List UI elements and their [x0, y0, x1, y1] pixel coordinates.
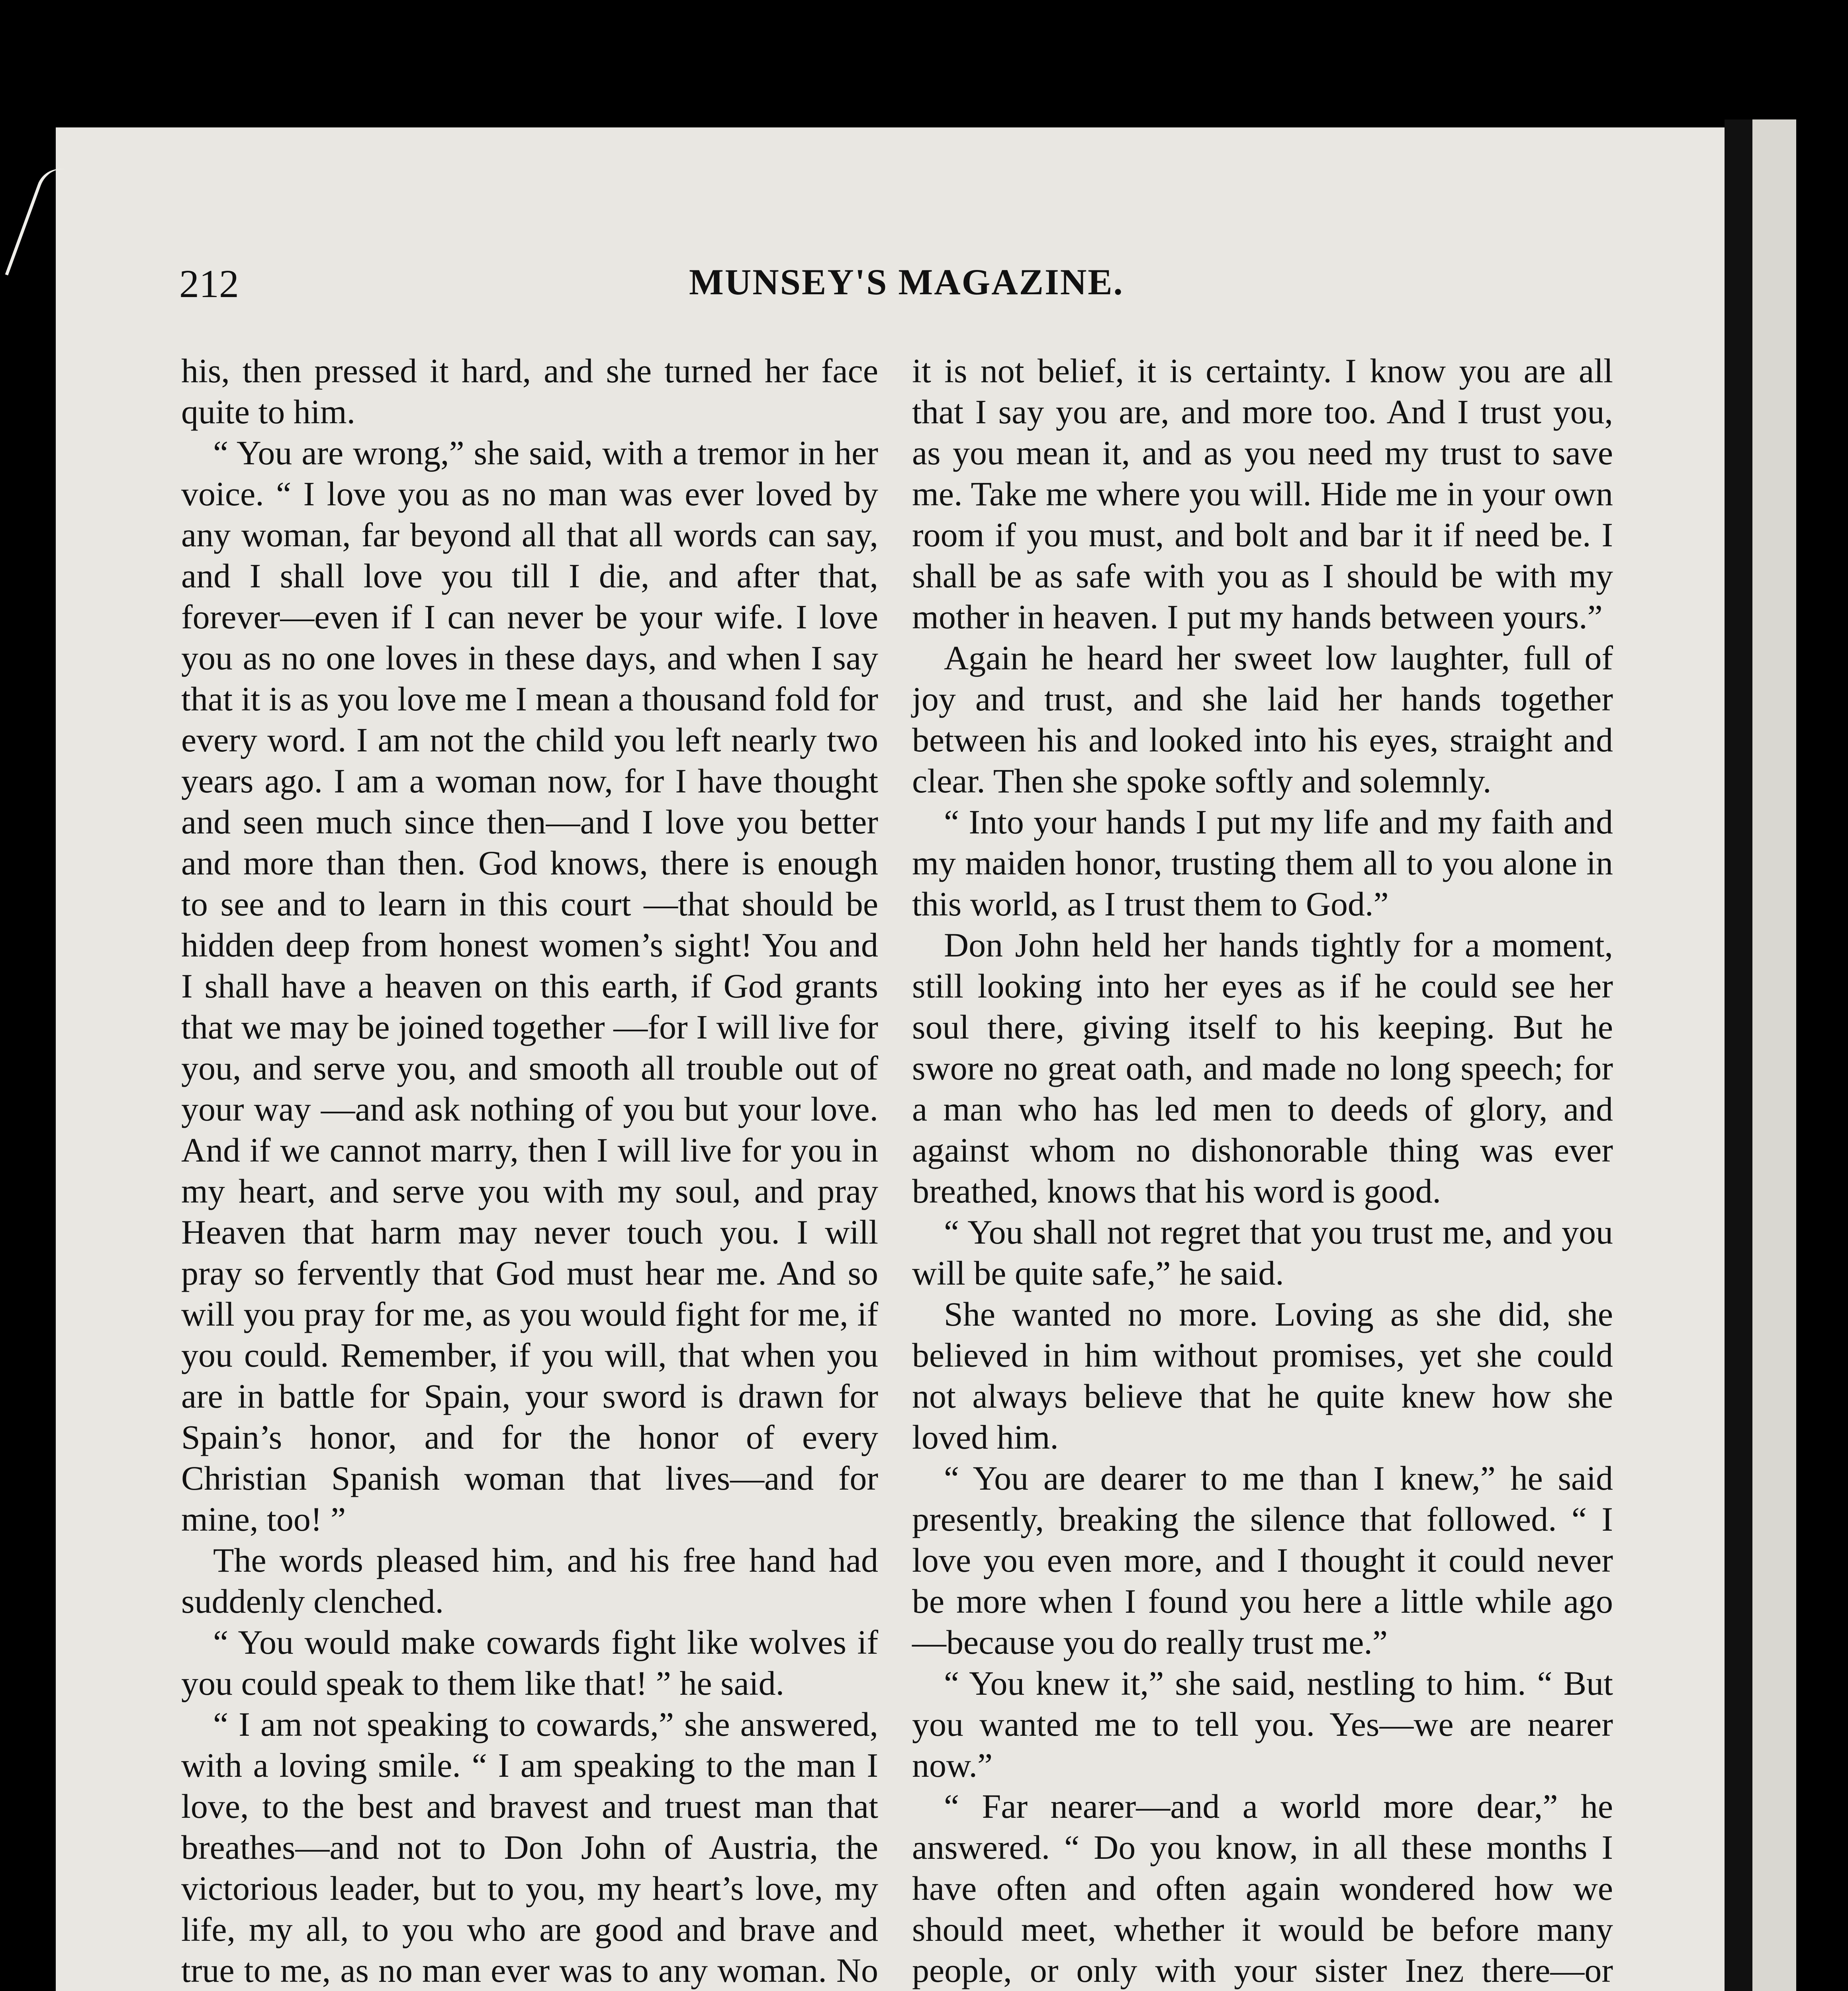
paragraph: “ You are wrong,” she said, with a tremor in her voice. “ I love you as no man was ever loved by any woman, far beyond all that all words can say, and I shall love you till I die, and after that, forever—even if I can never be your wife. I love you as no one loves in these days, and when I say that it is as you love me I mean a thousand fold for every word. I am not the child you left nearly two years ago. I am a woman now, for I have thought and seen much since then—and I love you better and more than then. God knows, there is enough to see and to learn in this court —that should be hidden deep from honest women’s sight! You and I shall have a heaven on this earth, if God grants that we may be joined together —for I will live for you, and serve you, and smooth all trouble out of your way —and ask nothing of you but your love. And if we cannot marry, then I will live for you in my heart, and serve you with my soul, and pray Heaven that harm may never touch you. I will pray so fervently that God must hear me. And so will you pray for me, as you would fight for me, if you could. Remember, if you will, that when you are in battle for Spain, your sword is drawn for Spain’s honor, and for the honor of every Christian Spanish woman that lives—and for mine, too! ”	[181, 434, 878, 1538]
paragraph: “ Into your hands I put my life and my faith and my maiden honor, trusting them all to you alone in this world, as I trust them to God.”	[912, 803, 1613, 923]
paragraph: “ You are dearer to me than I knew,” he said presently, breaking the silence that followed. “ I love you even more, and I thought it could never be more when I found you here a little while ago —because you do really trust me.”	[912, 1459, 1613, 1661]
paragraph: “ You shall not regret that you trust me, and you will be quite safe,” he said.	[912, 1213, 1613, 1292]
paragraph: The words pleased him, and his free hand had suddenly clenched.	[181, 1541, 878, 1620]
paragraph: “ You knew it,” she said, nestling to him. “ But you wanted me to tell you. Yes—we are nearer now.”	[912, 1664, 1613, 1784]
paragraph: his, then pressed it hard, and she turned her face quite to him.	[181, 352, 878, 431]
paragraph: “ Far nearer—and a world more dear,” he answered. “ Do you know, in all these months I have often and often again wondered how we should meet, whether it would be before many people, or only with your sister Inez there—or	[912, 1787, 1613, 1989]
paragraph: it is not belief, it is certainty. I know you are all that I say you are, and more too. And I trust you, as you mean it, and as you need my trust to save me. Take me where you will. Hide me in your own room if you must, and bolt and bar it if need be. I shall be as safe with you as I should be with my mother in heaven. I put my hands between yours.”	[912, 352, 1613, 636]
paragraph: Again he heard her sweet low laughter, full of joy and trust, and she laid her hands together between his and looked into his eyes, straight and clear. Then she spoke softly and solemnly.	[912, 639, 1613, 800]
page-edge-shadow	[1725, 119, 1752, 1991]
paragraph: Don John held her hands tightly for a moment, still looking into her eyes as if he could see her soul there, giving itself to his keeping. But he swore no great oath, and made no long speech; for a man who has led men to deeds of glory, and against whom no dishonorable thing was ever breathed, knows that his word is good.	[912, 926, 1613, 1210]
facing-page-margin	[1752, 119, 1796, 1991]
paragraph: “ You would make cowards fight like wolves if you could speak to them like that! ” he said.	[181, 1623, 878, 1702]
running-title: MUNSEY'S MAGAZINE.	[689, 262, 1124, 302]
page-header	[179, 261, 1613, 317]
paragraph: “ I am not speaking to cowards,” she answered, with a loving smile. “ I am speaking to the man I love, to the best and bravest and truest man that breathes—and not to Don John of Austria, the victorious leader, but to you, my heart’s love, my life, my all, to you who are good and brave and true to me, as no man ever was to any woman. No	[181, 1705, 878, 1989]
page-number: 212	[179, 262, 239, 306]
left-column	[181, 350, 878, 1991]
right-column	[912, 350, 1613, 1991]
paragraph: She wanted no more. Loving as she did, she believed in him without promises, yet she could not always believe that he quite knew how she loved him.	[912, 1295, 1613, 1456]
